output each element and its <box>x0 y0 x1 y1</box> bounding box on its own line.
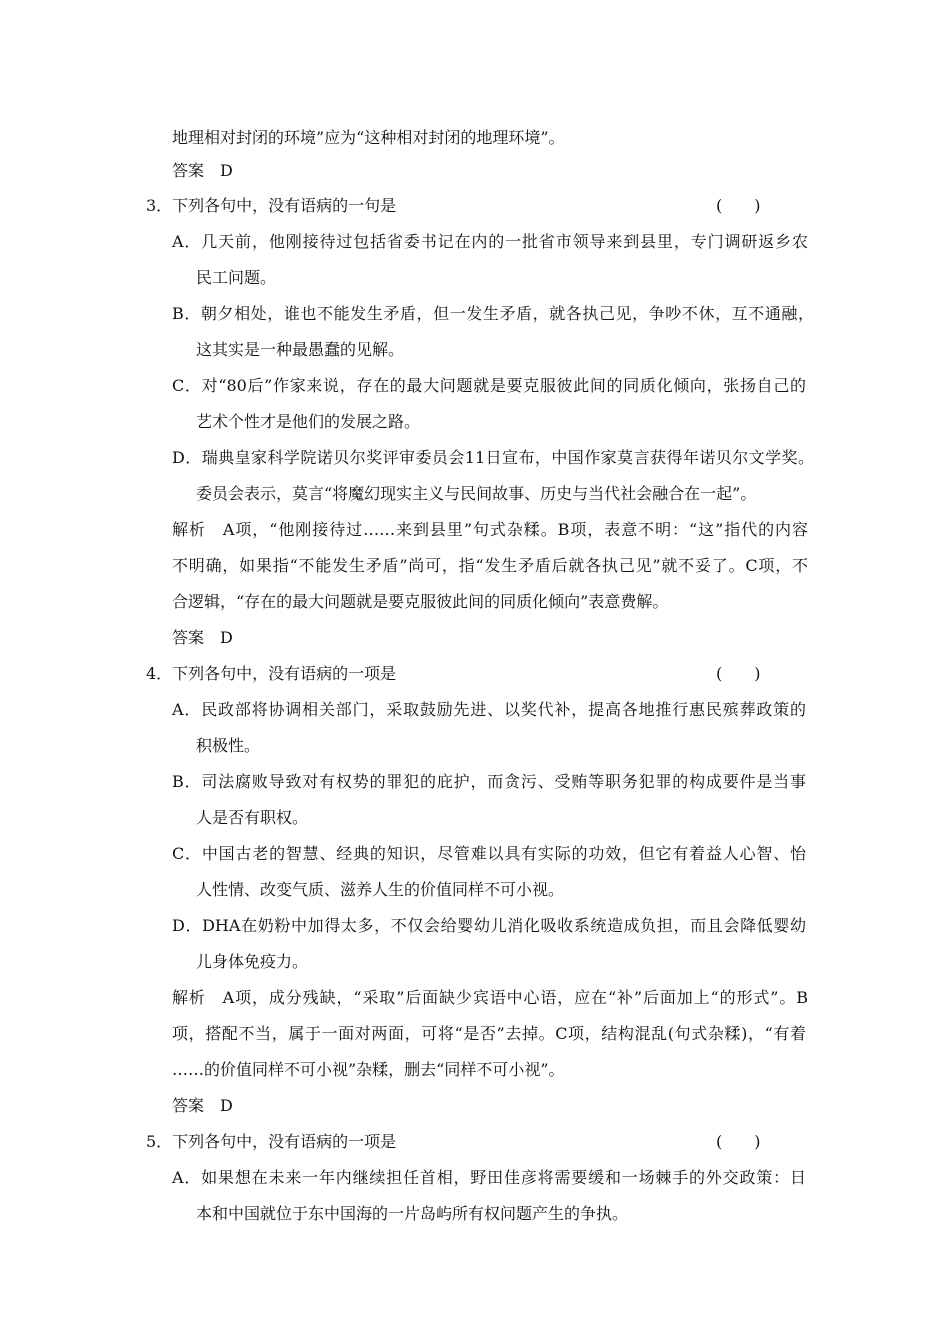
option-b-cont: 人是否有职权。 <box>196 808 309 827</box>
option-c-cont: 人性情、改变气质、滋养人生的价值同样不可小视。 <box>196 880 565 899</box>
explanation-line: 合逻辑，“存在的最大问题就是要克服彼此间的同质化倾向”表意费解。 <box>172 592 669 611</box>
option-a: A．民政部将协调相关部门，采取鼓励先进、以奖代补，提高各地推行惠民殡葬政策的 <box>172 700 806 719</box>
option-c-cont: 艺术个性才是他们的发展之路。 <box>196 412 421 431</box>
option-d-cont: 委员会表示，莫言“将魔幻现实主义与民间故事、历史与当代社会融合在一起”。 <box>196 484 757 503</box>
option-b-cont: 这其实是一种最愚蠢的见解。 <box>196 340 405 359</box>
option-a: A．如果想在未来一年内继续担任首相，野田佳彦将需要缓和一场棘手的外交政策：日 <box>172 1168 806 1187</box>
answer-blank: ( ) <box>716 664 761 683</box>
question-5-stem: 5．下列各句中，没有语病的一项是 <box>146 1132 397 1151</box>
answer-blank: ( ) <box>716 1132 761 1151</box>
option-d: D．DHA在奶粉中加得太多，不仅会给婴幼儿消化吸收系统造成负担，而且会降低婴幼 <box>172 916 806 935</box>
explanation-line: 解析 A项，成分残缺，“采取”后面缺少宾语中心语，应在“补”后面加上“的形式”。B <box>172 988 808 1007</box>
option-d-cont: 儿身体免疫力。 <box>196 952 309 971</box>
option-a-cont: 本和中国就位于东中国海的一片岛屿所有权问题产生的争执。 <box>196 1204 629 1223</box>
explanation-line: 项，搭配不当，属于一面对两面，可将“是否”去掉。C项，结构混乱(句式杂糅)，“有着 <box>172 1024 806 1043</box>
option-a: A．几天前，他刚接待过包括省委书记在内的一批省市领导来到县里，专门调研返乡农 <box>172 232 808 251</box>
answer-line: 答案 D <box>172 1096 233 1115</box>
explanation-line: 地理相对封闭的环境”应为“这种相对封闭的地理环境”。 <box>172 128 565 147</box>
question-4-stem: 4．下列各句中，没有语病的一项是 <box>146 664 397 683</box>
option-b: B．朝夕相处，谁也不能发生矛盾，但一发生矛盾，就各执己见，争吵不休，互不通融， <box>172 304 814 323</box>
option-c: C．对“80后”作家来说，存在的最大问题就是要克服彼此间的同质化倾向，张扬自己的 <box>172 376 806 395</box>
option-c: C．中国古老的智慧、经典的知识，尽管难以具有实际的功效，但它有着益人心智、怡 <box>172 844 806 863</box>
option-b: B．司法腐败导致对有权势的罪犯的庇护，而贪污、受贿等职务犯罪的构成要件是当事 <box>172 772 806 791</box>
explanation-line: 解析 A项，“他刚接待过……来到县里”句式杂糅。B项，表意不明：“这”指代的内容 <box>172 520 808 539</box>
option-a-cont: 积极性。 <box>196 736 261 755</box>
answer-line: 答案 D <box>172 161 233 180</box>
question-3-stem: 3．下列各句中，没有语病的一句是 <box>146 196 397 215</box>
answer-blank: ( ) <box>716 196 761 215</box>
explanation-line: 不明确，如果指“不能发生矛盾”尚可，指“发生矛盾后就各执己见”就不妥了。C项，不 <box>172 556 808 575</box>
option-a-cont: 民工问题。 <box>196 268 277 287</box>
option-d: D．瑞典皇家科学院诺贝尔奖评审委员会11日宣布，中国作家莫言获得年诺贝尔文学奖。 <box>172 448 814 467</box>
answer-line: 答案 D <box>172 628 233 647</box>
explanation-line: ……的价值同样不可小视”杂糅，删去“同样不可小视”。 <box>172 1060 565 1079</box>
